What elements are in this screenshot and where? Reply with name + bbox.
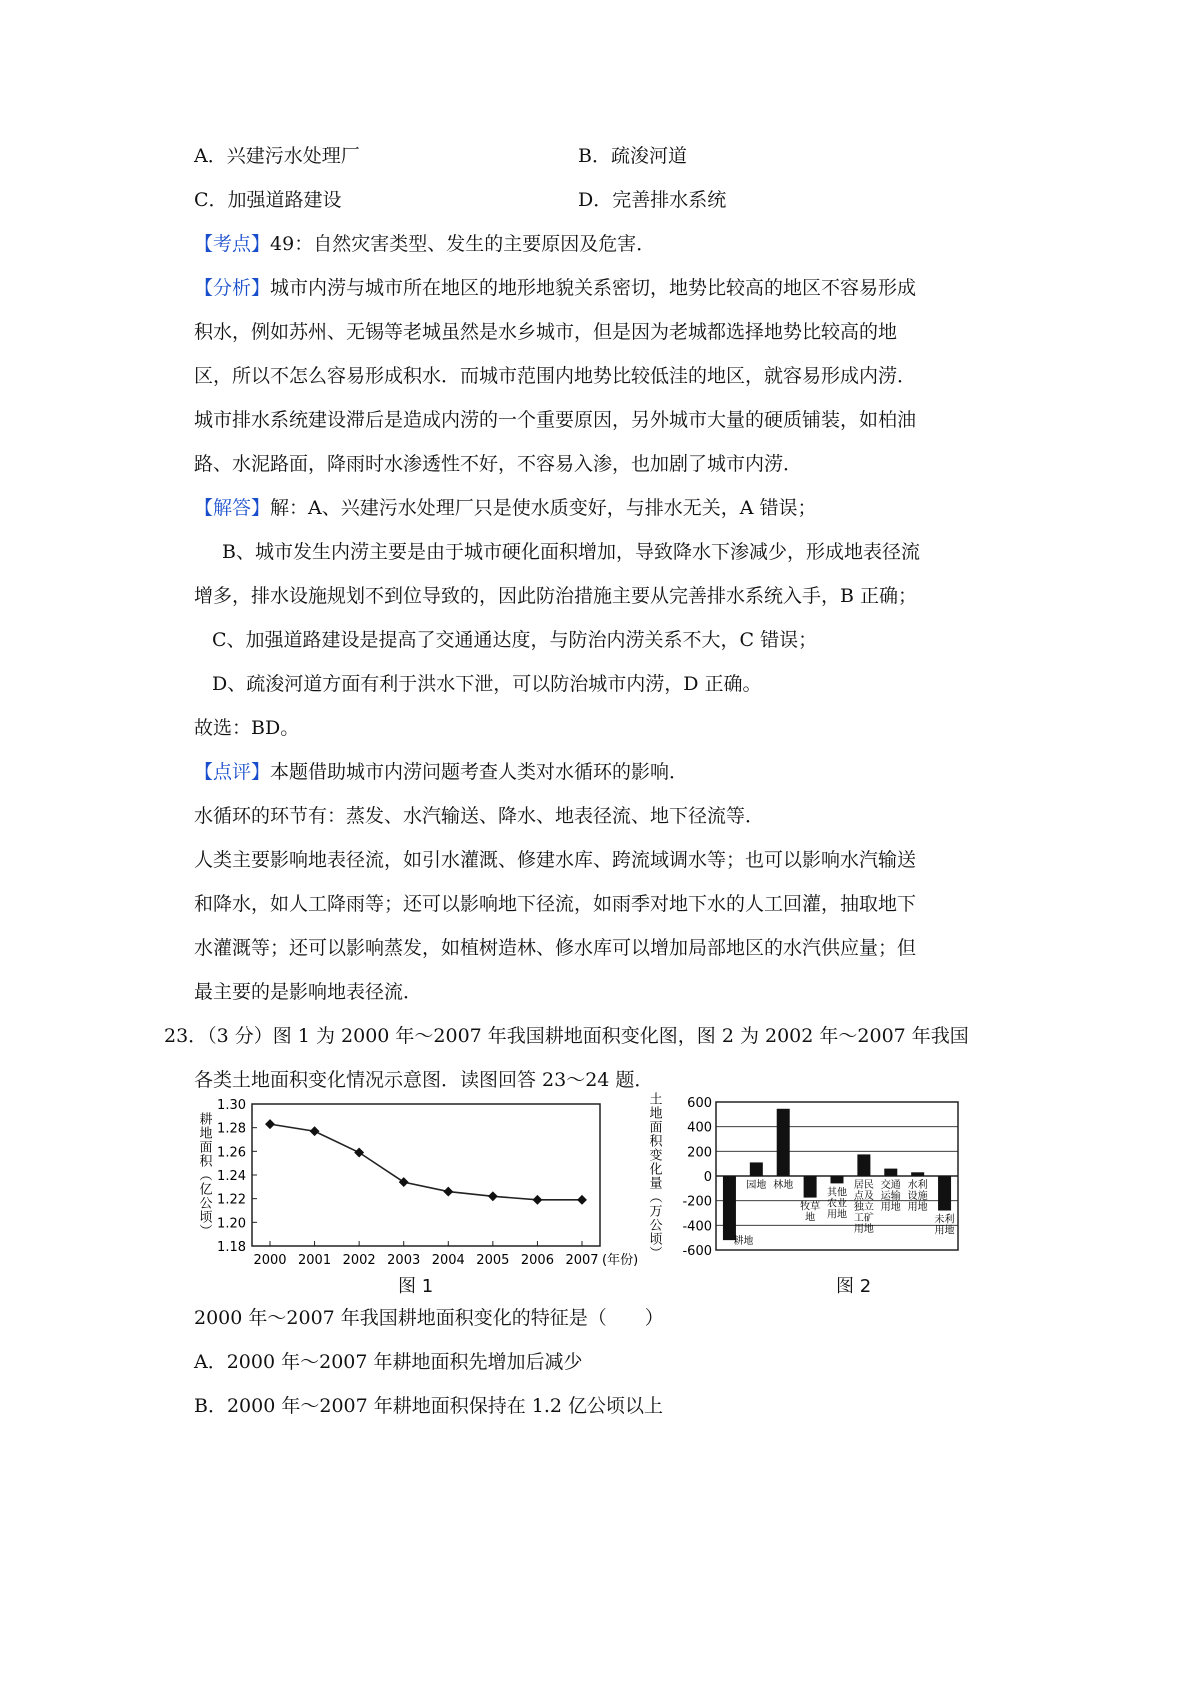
figure-2-caption: 图 2 bbox=[836, 1276, 872, 1297]
chart2-ytick-label: 600 bbox=[687, 1096, 712, 1111]
option-b: B．疏浚河道 bbox=[578, 145, 687, 167]
chart2-bar bbox=[750, 1162, 763, 1176]
chart1-data-point bbox=[354, 1148, 364, 1158]
jieda-text-4: D、疏浚河道方面有利于洪水下泄，可以防治城市内涝，D 正确。 bbox=[212, 673, 762, 695]
chart1-ytick-label: 1.30 bbox=[217, 1098, 246, 1113]
chart2-category-label: 林地 bbox=[773, 1180, 794, 1191]
option-c: C．加强道路建设 bbox=[194, 189, 342, 211]
chart2-bar bbox=[831, 1176, 844, 1183]
chart1-data-point bbox=[532, 1195, 542, 1205]
chart1-xtick-label: 2005 bbox=[476, 1253, 510, 1268]
kaodian-text: 49：自然灾害类型、发生的主要原因及危害． bbox=[270, 233, 656, 255]
chart2-ytick-label: -600 bbox=[682, 1244, 712, 1259]
chart1-ytick-label: 1.24 bbox=[217, 1169, 246, 1184]
dianping-text-1: 水循环的环节有：蒸发、水汽输送、降水、地表径流、地下径流等． bbox=[194, 805, 765, 827]
kaodian-tag: 【考点】 bbox=[194, 233, 271, 255]
chart1-data-point bbox=[399, 1177, 409, 1187]
chart2-ytick-label: 0 bbox=[703, 1170, 712, 1185]
chart2-ytick-label: -200 bbox=[682, 1194, 712, 1210]
chart2-category-label: 交通运输用地 bbox=[880, 1180, 901, 1213]
chart1-ytick-label: 1.22 bbox=[217, 1192, 246, 1208]
q23-option-b: B．2000 年～2007 年耕地面积保持在 1.2 亿公顷以上 bbox=[194, 1395, 664, 1417]
chart1-data-point bbox=[488, 1191, 498, 1201]
fenxi-text-2: 区，所以不怎么容易形成积水．而城市范围内地势比较低洼的地区，就容易形成内涝． bbox=[194, 365, 917, 387]
jieda-tag: 【解答】 bbox=[194, 497, 271, 519]
q23-stem-1: 各类土地面积变化情况示意图．读图回答 23～24 题． bbox=[194, 1069, 654, 1091]
q23-option-a: A．2000 年～2007 年耕地面积先增加后减少 bbox=[194, 1351, 583, 1373]
chart2-category-label: 居民点及独立工矿用地 bbox=[853, 1180, 874, 1235]
chart1-plot-frame bbox=[252, 1104, 600, 1246]
chart2-ytick-label: -400 bbox=[682, 1219, 712, 1235]
dianping-text-0: 本题借助城市内涝问题考查人类对水循环的影响． bbox=[270, 761, 689, 783]
q23-stem-0: 23．（3 分）图 1 为 2000 年～2007 年我国耕地面积变化图，图 2 为 2002 年～2007 年我国 bbox=[164, 1025, 969, 1047]
figure-2-land-change-bar-chart bbox=[640, 1092, 970, 1270]
chart1-xtick-label: 2000 bbox=[253, 1253, 287, 1268]
chart2-category-label: 耕地 bbox=[733, 1236, 754, 1247]
jieda-line-0 bbox=[194, 494, 817, 522]
dianping-tag: 【点评】 bbox=[194, 761, 271, 783]
chart1-xaxis-label: (年份) bbox=[602, 1253, 639, 1268]
option-a: A．兴建污水处理厂 bbox=[194, 145, 360, 167]
chart1-data-point bbox=[577, 1195, 587, 1205]
fenxi-text-4: 路、水泥路面，降雨时水渗透性不好，不容易入渗，也加剧了城市内涝． bbox=[194, 453, 803, 475]
chart1-xtick-label: 2001 bbox=[298, 1253, 332, 1268]
chart2-ytick-label: 200 bbox=[687, 1145, 712, 1161]
chart1-xtick-label: 2007 bbox=[565, 1253, 599, 1268]
jieda-text-1: B、城市发生内涝主要是由于城市硬化面积增加，导致降水下渗减少，形成地表径流 bbox=[222, 541, 920, 563]
fenxi-line-0 bbox=[194, 274, 916, 302]
chart1-xtick-label: 2006 bbox=[520, 1253, 554, 1268]
chart1-xtick-label: 2004 bbox=[431, 1253, 465, 1268]
chart2-ytick-label: 400 bbox=[687, 1120, 712, 1136]
fenxi-text-0: 城市内涝与城市所在地区的地形地貌关系密切，地势比较高的地区不容易形成 bbox=[270, 277, 917, 299]
chart2-bar bbox=[804, 1176, 817, 1198]
q23-question: 2000 年～2007 年我国耕地面积变化的特征是（ ） bbox=[194, 1307, 664, 1329]
fenxi-text-3: 城市排水系统建设滞后是造成内涝的一个重要原因，另外城市大量的硬质铺装，如柏油 bbox=[194, 409, 917, 431]
chart1-data-point bbox=[265, 1119, 275, 1129]
option-d: D．完善排水系统 bbox=[578, 189, 727, 211]
chart1-ytick-label: 1.26 bbox=[217, 1145, 246, 1161]
dianping-text-3: 和降水，如人工降雨等；还可以影响地下径流，如雨季对地下水的人工回灌，抽取地下 bbox=[194, 893, 917, 915]
kaodian-line bbox=[194, 230, 655, 258]
jieda-text-0: 解：A、兴建污水处理厂只是使水质变好，与排水无关，A 错误； bbox=[270, 497, 817, 519]
chart1-yaxis-label: 耕地面积（亿公顷） bbox=[196, 1112, 212, 1238]
chart2-bar bbox=[723, 1176, 736, 1240]
chart1-ytick-label: 1.28 bbox=[217, 1121, 246, 1137]
dianping-line-0 bbox=[194, 758, 688, 786]
jieda-text-5: 故选：BD。 bbox=[194, 717, 300, 739]
chart1-data-point bbox=[310, 1126, 320, 1136]
fenxi-tag: 【分析】 bbox=[194, 277, 271, 299]
chart1-series-line bbox=[270, 1124, 582, 1200]
chart2-bar bbox=[911, 1172, 924, 1176]
chart1-data-point bbox=[443, 1187, 453, 1197]
fenxi-text-1: 积水，例如苏州、无锡等老城虽然是水乡城市，但是因为老城都选择地势比较高的地 bbox=[194, 321, 898, 343]
dianping-text-2: 人类主要影响地表径流，如引水灌溉、修建水库、跨流域调水等；也可以影响水汽输送 bbox=[194, 849, 917, 871]
chart2-category-label: 水利设施用地 bbox=[907, 1180, 928, 1213]
jieda-text-2: 增多，排水设施规划不到位导致的，因此防治措施主要从完善排水系统入手，B 正确； bbox=[194, 585, 918, 607]
figure-1-cultivated-land-line-chart bbox=[190, 1094, 650, 1274]
chart1-ytick-label: 1.20 bbox=[217, 1216, 246, 1232]
chart2-category-label: 牧草地 bbox=[800, 1201, 821, 1224]
chart1-xtick-label: 2003 bbox=[387, 1253, 421, 1268]
dianping-text-4: 水灌溉等；还可以影响蒸发，如植树造林、修水库可以增加局部地区的水汽供应量；但 bbox=[194, 937, 917, 959]
chart2-category-label: 未利用地 bbox=[934, 1214, 955, 1237]
chart2-bar bbox=[777, 1109, 790, 1176]
chart2-category-label: 其他农业用地 bbox=[827, 1187, 847, 1221]
jieda-text-3: C、加强道路建设是提高了交通通达度，与防治内涝关系不大，C 错误； bbox=[212, 629, 818, 651]
chart2-bar bbox=[938, 1176, 951, 1211]
chart1-xtick-label: 2002 bbox=[342, 1253, 376, 1268]
chart2-category-label: 园地 bbox=[746, 1180, 767, 1191]
chart2-yaxis-label: 土地面积变化量（万公顷） bbox=[646, 1092, 662, 1260]
chart2-bar bbox=[857, 1154, 870, 1176]
chart1-ytick-label: 1.18 bbox=[217, 1240, 246, 1255]
dianping-text-5: 最主要的是影响地表径流． bbox=[194, 981, 423, 1003]
figure-1-caption: 图 1 bbox=[398, 1276, 434, 1297]
chart2-bar bbox=[884, 1169, 897, 1176]
